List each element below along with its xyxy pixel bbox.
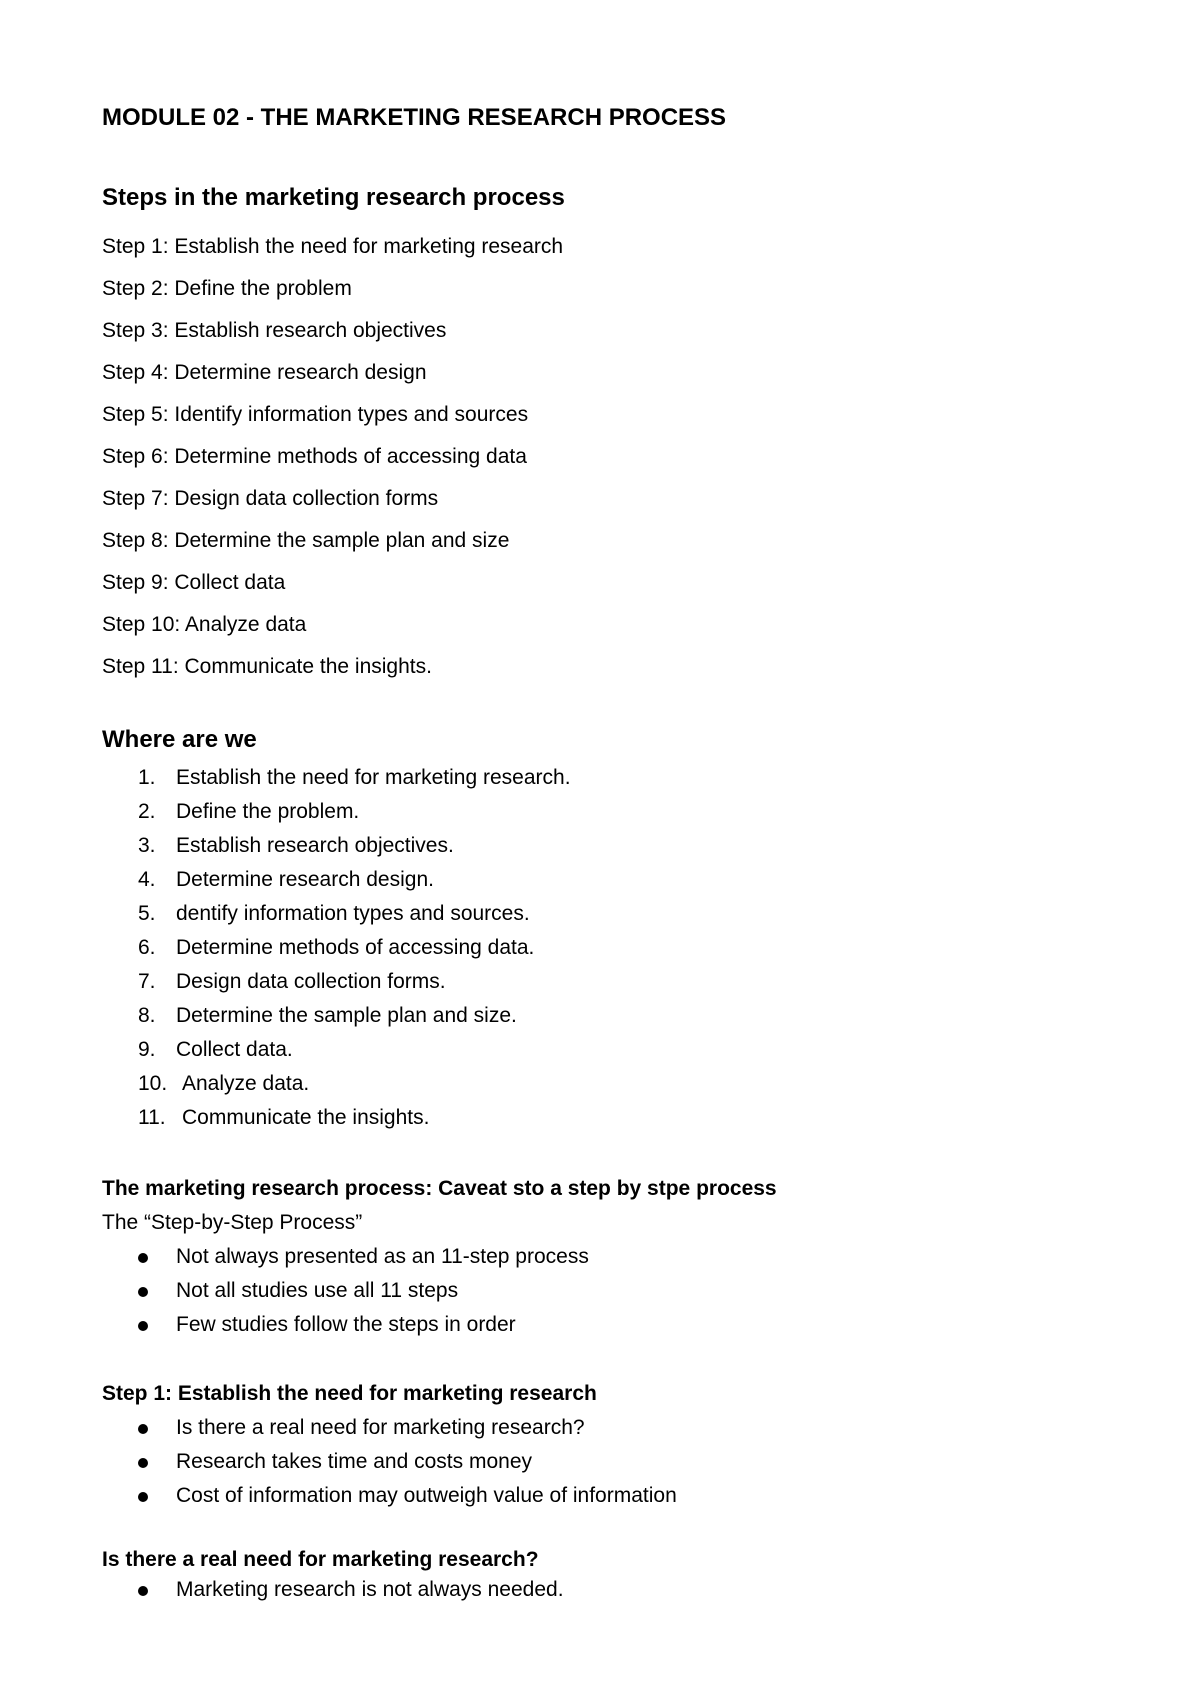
step-item: Step 3: Establish research objectives (102, 319, 447, 342)
item-text: Analyze data. (182, 1072, 310, 1095)
numbered-item (138, 1071, 571, 1105)
numbered-item (138, 867, 571, 901)
numbered-item (138, 969, 571, 1003)
bullet-text: Cost of information may outweigh value of information (176, 1484, 677, 1507)
step-item: Step 9: Collect data (102, 571, 286, 594)
caveat-heading: The marketing research process: Caveat sto a step by stpe process (102, 1177, 777, 1200)
where-heading: Where are we (102, 726, 257, 753)
numbered-list (138, 765, 571, 1139)
bullet-text: Research takes time and costs money (176, 1450, 532, 1473)
bullet-text: Is there a real need for marketing research? (176, 1416, 585, 1439)
bullet-icon (138, 1424, 148, 1434)
item-number: 9. (138, 1038, 156, 1061)
item-text: Collect data. (176, 1038, 293, 1061)
caveat-bullets (102, 1244, 777, 1346)
item-number: 4. (138, 868, 156, 891)
item-number: 2. (138, 800, 156, 823)
bullet-item (138, 1449, 677, 1483)
step-item: Step 7: Design data collection forms (102, 487, 439, 510)
item-text: Establish the need for marketing research. (176, 766, 571, 789)
numbered-item (138, 765, 571, 799)
steps-heading: Steps in the marketing research process (102, 184, 565, 211)
item-number: 8. (138, 1004, 156, 1027)
document-title: MODULE 02 - THE MARKETING RESEARCH PROCESS (102, 104, 727, 131)
item-number: 1. (138, 766, 156, 789)
step-item: Step 6: Determine methods of accessing data (102, 445, 527, 468)
step1-bullets (102, 1415, 677, 1517)
bullet-item (138, 1577, 564, 1611)
numbered-item (138, 901, 571, 935)
bullet-icon (138, 1492, 148, 1502)
item-number: 11. (138, 1106, 166, 1129)
bullet-icon (138, 1321, 148, 1331)
item-text: Design data collection forms. (176, 970, 446, 993)
item-text: Determine methods of accessing data. (176, 936, 535, 959)
bullet-icon (138, 1287, 148, 1297)
bullet-icon (138, 1253, 148, 1263)
caveat-section (102, 1176, 777, 1346)
item-number: 10. (138, 1072, 168, 1095)
caveat-subheading: The “Step-by-Step Process” (102, 1211, 363, 1234)
item-text: Establish research objectives. (176, 834, 454, 857)
numbered-item (138, 799, 571, 833)
numbered-item (138, 1037, 571, 1071)
step1-heading: Step 1: Establish the need for marketing research (102, 1382, 597, 1405)
step1-section (102, 1381, 677, 1517)
step-item: Step 11: Communicate the insights. (102, 655, 432, 678)
bullet-text: Not always presented as an 11-step process (176, 1245, 589, 1268)
numbered-item (138, 1105, 571, 1139)
step-item: Step 2: Define the problem (102, 277, 352, 300)
step-item: Step 1: Establish the need for marketing research (102, 235, 564, 258)
step-item: Step 10: Analyze data (102, 613, 307, 636)
bullet-item (138, 1415, 677, 1449)
item-text: Communicate the insights. (182, 1106, 430, 1129)
bullet-icon (138, 1458, 148, 1468)
numbered-item (138, 935, 571, 969)
bullet-item (138, 1312, 777, 1346)
step-item: Step 4: Determine research design (102, 361, 427, 384)
step-item: Step 5: Identify information types and sources (102, 403, 529, 426)
item-number: 7. (138, 970, 156, 993)
bullet-text: Not all studies use all 11 steps (176, 1279, 459, 1302)
numbered-item (138, 1003, 571, 1037)
need-bullets (102, 1577, 564, 1611)
steps-list (102, 233, 563, 695)
item-number: 5. (138, 902, 156, 925)
need-section (102, 1547, 564, 1611)
item-number: 6. (138, 936, 156, 959)
bullet-item (138, 1278, 777, 1312)
item-text: dentify information types and sources. (176, 902, 530, 925)
bullet-text: Few studies follow the steps in order (176, 1313, 516, 1336)
bullet-icon (138, 1586, 148, 1596)
item-number: 3. (138, 834, 156, 857)
step-item: Step 8: Determine the sample plan and size (102, 529, 510, 552)
bullet-item (138, 1244, 777, 1278)
item-text: Define the problem. (176, 800, 360, 823)
bullet-item (138, 1483, 677, 1517)
bullet-text: Marketing research is not always needed. (176, 1578, 564, 1601)
item-text: Determine the sample plan and size. (176, 1004, 517, 1027)
numbered-item (138, 833, 571, 867)
item-text: Determine research design. (176, 868, 434, 891)
need-heading: Is there a real need for marketing research? (102, 1548, 539, 1571)
